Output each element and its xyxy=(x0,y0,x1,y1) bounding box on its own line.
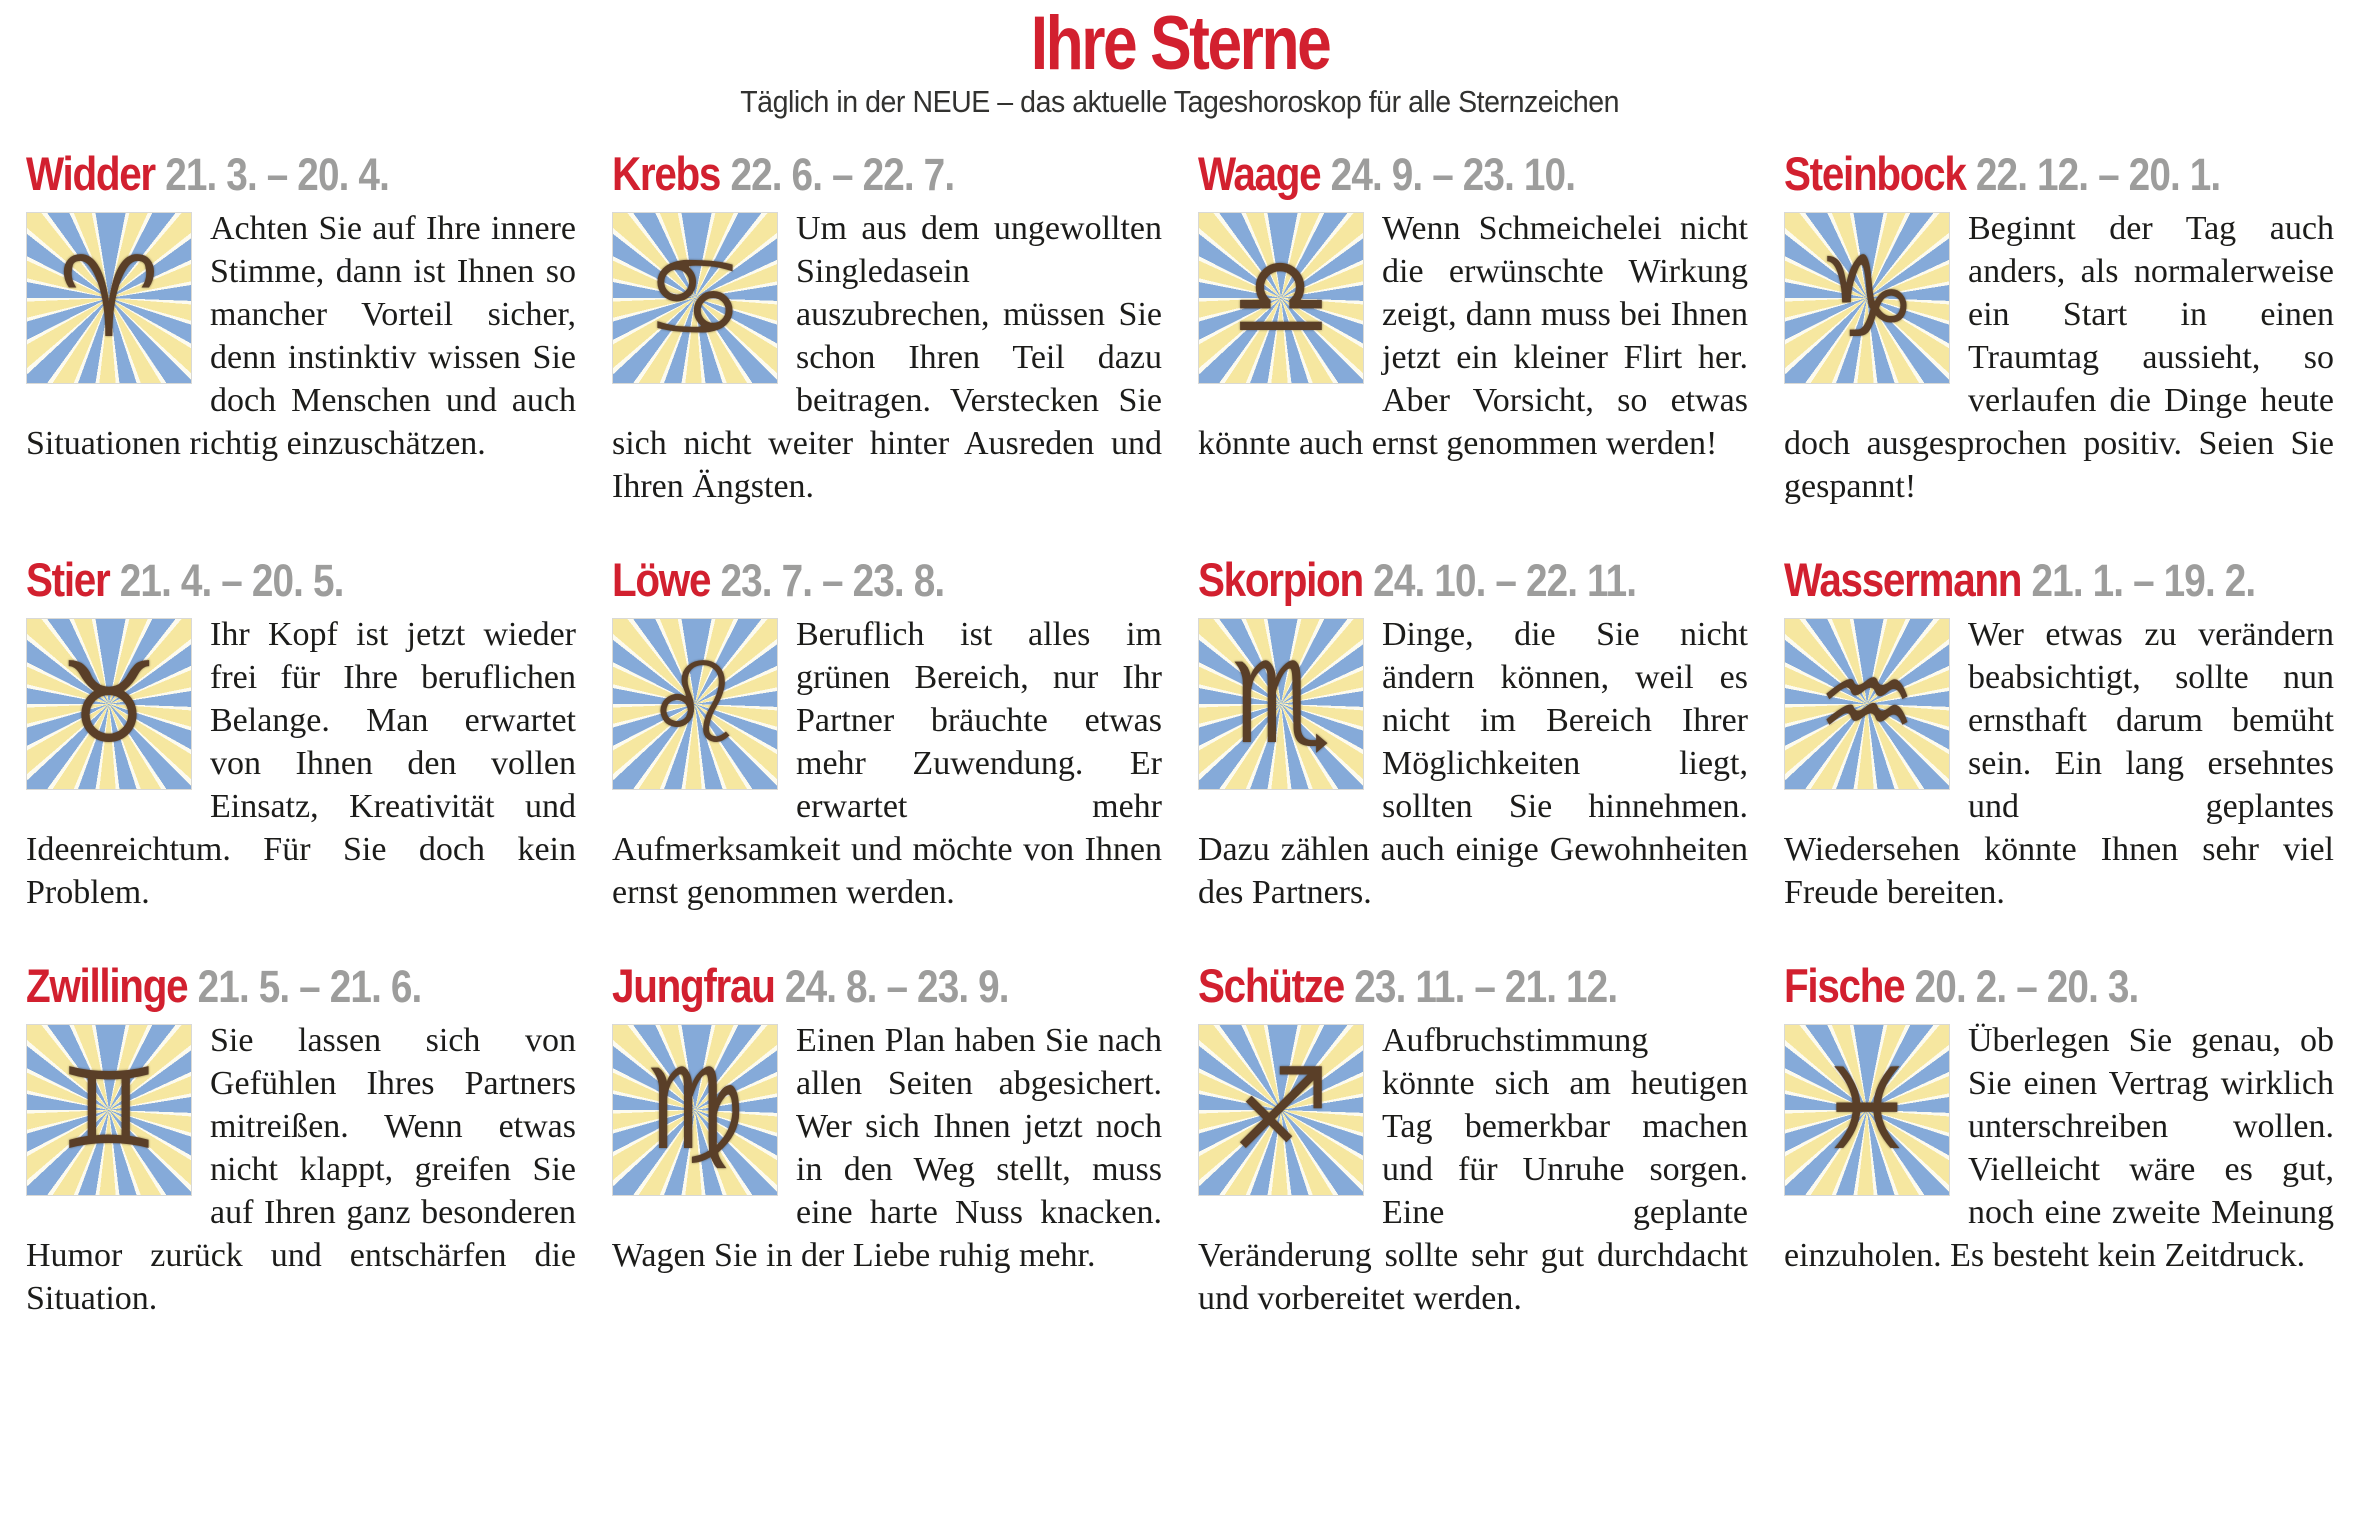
sign-dates: 22. 12. – 20. 1. xyxy=(1975,149,2221,200)
zodiac-glyph: ♐ xyxy=(1230,1045,1332,1175)
entry-jungfrau xyxy=(612,959,1162,1320)
horoscope-text: Dinge, die Sie nicht ändern können, weil es nicht im Bereich Ihrer Möglichkeiten liegt, sollten Sie hinnehmen. Dazu zählen auch einige Gewohnheiten des Partners. xyxy=(1198,616,1748,911)
masthead xyxy=(26,1,2334,120)
zodiac-glyph: ♍ xyxy=(644,1045,746,1175)
entry-schuetze xyxy=(1198,959,1748,1320)
sign-dates: 21. 5. – 21. 6. xyxy=(197,961,422,1012)
horoscope-text: Achten Sie auf Ihre innere Stimme, dann ist Ihnen so mancher Vorteil sicher, denn instinktiv wissen Sie doch Menschen und auch Situationen richtig einzuschätzen. xyxy=(26,210,576,462)
entry-body xyxy=(1784,1019,2334,1277)
entry-krebs xyxy=(612,147,1162,508)
horoscope-text: Wer etwas zu verändern beabsichtigt, sollte nun ernsthaft darum bemüht sein. Ein lang ersehntes und geplantes Wiedersehen könnte Ihnen sehr viel Freude bereiten. xyxy=(1784,616,2334,911)
entry-header xyxy=(1784,147,2334,200)
zodiac-glyph: ♑ xyxy=(1816,233,1918,363)
waage-icon xyxy=(1198,212,1364,384)
entry-waage xyxy=(1198,147,1748,508)
page-title: Ihre Sterne xyxy=(1030,1,1330,86)
zodiac-glyph: ♒ xyxy=(1816,639,1918,769)
zodiac-glyph: ♉ xyxy=(58,639,160,769)
entry-body xyxy=(1198,207,1748,465)
sign-dates: 24. 8. – 23. 9. xyxy=(784,961,1009,1012)
sign-name: Skorpion xyxy=(1198,553,1363,606)
zodiac-glyph: ♈ xyxy=(58,233,160,363)
entry-header xyxy=(1198,147,1748,200)
stier-icon xyxy=(26,618,192,790)
entry-header xyxy=(26,959,576,1012)
entry-header xyxy=(26,147,576,200)
entry-header xyxy=(1198,553,1748,606)
entry-header xyxy=(1784,553,2334,606)
krebs-icon xyxy=(612,212,778,384)
entry-body xyxy=(26,613,576,914)
wassermann-icon xyxy=(1784,618,1950,790)
zodiac-glyph: ♎ xyxy=(1230,233,1332,363)
entry-wassermann xyxy=(1784,553,2334,914)
sign-dates: 21. 4. – 20. 5. xyxy=(119,555,344,606)
loewe-icon xyxy=(612,618,778,790)
horoscope-text: Wenn Schmeichelei nicht die erwünschte Wirkung zeigt, dann muss bei Ihnen jetzt ein kleiner Flirt her. Aber Vorsicht, so etwas könnte auch ernst genommen werden! xyxy=(1198,210,1748,462)
page-subtitle: Täglich in der NEUE – das aktuelle Tageshoroskop für alle Sternzeichen xyxy=(740,84,1620,119)
entry-widder xyxy=(26,147,576,508)
entry-zwillinge xyxy=(26,959,576,1320)
sign-name: Wassermann xyxy=(1784,553,2022,606)
schuetze-icon xyxy=(1198,1024,1364,1196)
sign-name: Zwillinge xyxy=(26,959,188,1012)
sign-dates: 23. 7. – 23. 8. xyxy=(720,555,945,606)
widder-icon xyxy=(26,212,192,384)
sign-dates: 23. 11. – 21. 12. xyxy=(1354,961,1618,1012)
sign-name: Schütze xyxy=(1198,959,1344,1012)
entry-body xyxy=(1198,613,1748,914)
zodiac-glyph: ♌ xyxy=(644,639,746,769)
horoscope-text: Ihr Kopf ist jetzt wieder frei für Ihre beruflichen Belange. Man erwartet von Ihnen den vollen Einsatz, Kreativität und Ideenreichtum. Für Sie doch kein Problem. xyxy=(26,616,576,911)
horoscope-text: Überlegen Sie genau, ob Sie einen Vertrag wirklich unterschreiben wollen. Vielleicht wäre es gut, noch eine zweite Meinung einzuholen. Es besteht kein Zeitdruck. xyxy=(1784,1022,2334,1274)
entry-body xyxy=(26,207,576,465)
fische-icon xyxy=(1784,1024,1950,1196)
entry-header xyxy=(26,553,576,606)
entry-header xyxy=(1198,959,1748,1012)
entry-skorpion xyxy=(1198,553,1748,914)
sign-name: Waage xyxy=(1198,147,1321,200)
sign-name: Krebs xyxy=(612,147,721,200)
entry-header xyxy=(612,553,1162,606)
sign-name: Stier xyxy=(26,553,110,606)
horoscope-text: Einen Plan haben Sie nach allen Seiten abgesichert. Wer sich Ihnen jetzt noch in den Weg stellt, muss eine harte Nuss knacken. Wagen Sie in der Liebe ruhig mehr. xyxy=(612,1022,1162,1274)
horoscope-text: Sie lassen sich von Gefühlen Ihres Partners mitreißen. Wenn etwas nicht klappt, greifen Sie auf Ihren ganz besonderen Humor zurück und entschärfen die Situation. xyxy=(26,1022,576,1317)
horoscope-text: Beginnt der Tag auch anders, als normalerweise ein Start in einen Traumtag aussieht, so verlaufen die Dinge heute doch ausgesprochen positiv. Seien Sie gespannt! xyxy=(1784,210,2334,505)
entry-loewe xyxy=(612,553,1162,914)
horoscope-text: Aufbruchstimmung könnte sich am heutigen Tag bemerkbar machen und für Unruhe sorgen. Eine geplante Veränderung sollte sehr gut durchdacht und vorbereitet werden. xyxy=(1198,1022,1748,1317)
horoscope-text: Um aus dem ungewollten Singledasein auszubrechen, müssen Sie schon Ihren Teil dazu beitragen. Verstecken Sie sich nicht weiter hinter Ausreden und Ihren Ängsten. xyxy=(612,210,1162,505)
zodiac-glyph: ♓ xyxy=(1816,1045,1918,1175)
sign-dates: 20. 2. – 20. 3. xyxy=(1914,961,2139,1012)
zodiac-glyph: ♊ xyxy=(58,1045,160,1175)
horoscope-text: Beruflich ist alles im grünen Bereich, nur Ihr Partner bräuchte etwas mehr Zuwendung. Er erwartet mehr Aufmerksamkeit und möchte von Ihnen ernst genommen werden. xyxy=(612,616,1162,911)
entry-header xyxy=(612,959,1162,1012)
sign-name: Fische xyxy=(1784,959,1905,1012)
sign-dates: 22. 6. – 22. 7. xyxy=(730,149,955,200)
sign-name: Löwe xyxy=(612,553,711,606)
zwillinge-icon xyxy=(26,1024,192,1196)
sign-dates: 21. 3. – 20. 4. xyxy=(165,149,389,200)
entry-body xyxy=(1784,207,2334,508)
jungfrau-icon xyxy=(612,1024,778,1196)
entry-header xyxy=(1784,959,2334,1012)
skorpion-icon xyxy=(1198,618,1364,790)
horoscope-grid xyxy=(26,147,2334,1320)
entry-body xyxy=(26,1019,576,1320)
entry-header xyxy=(612,147,1162,200)
entry-steinbock xyxy=(1784,147,2334,508)
sign-name: Widder xyxy=(26,147,155,200)
entry-body xyxy=(612,1019,1162,1277)
sign-dates: 24. 9. – 23. 10. xyxy=(1330,149,1576,200)
entry-body xyxy=(612,613,1162,914)
sign-name: Steinbock xyxy=(1784,147,1966,200)
sign-dates: 24. 10. – 22. 11. xyxy=(1373,555,1637,606)
entry-body xyxy=(612,207,1162,508)
entry-fische xyxy=(1784,959,2334,1320)
sign-dates: 21. 1. – 19. 2. xyxy=(2031,555,2256,606)
entry-stier xyxy=(26,553,576,914)
zodiac-glyph: ♏ xyxy=(1230,639,1332,769)
steinbock-icon xyxy=(1784,212,1950,384)
sign-name: Jungfrau xyxy=(612,959,775,1012)
entry-body xyxy=(1198,1019,1748,1320)
entry-body xyxy=(1784,613,2334,914)
zodiac-glyph: ♋ xyxy=(644,233,746,363)
